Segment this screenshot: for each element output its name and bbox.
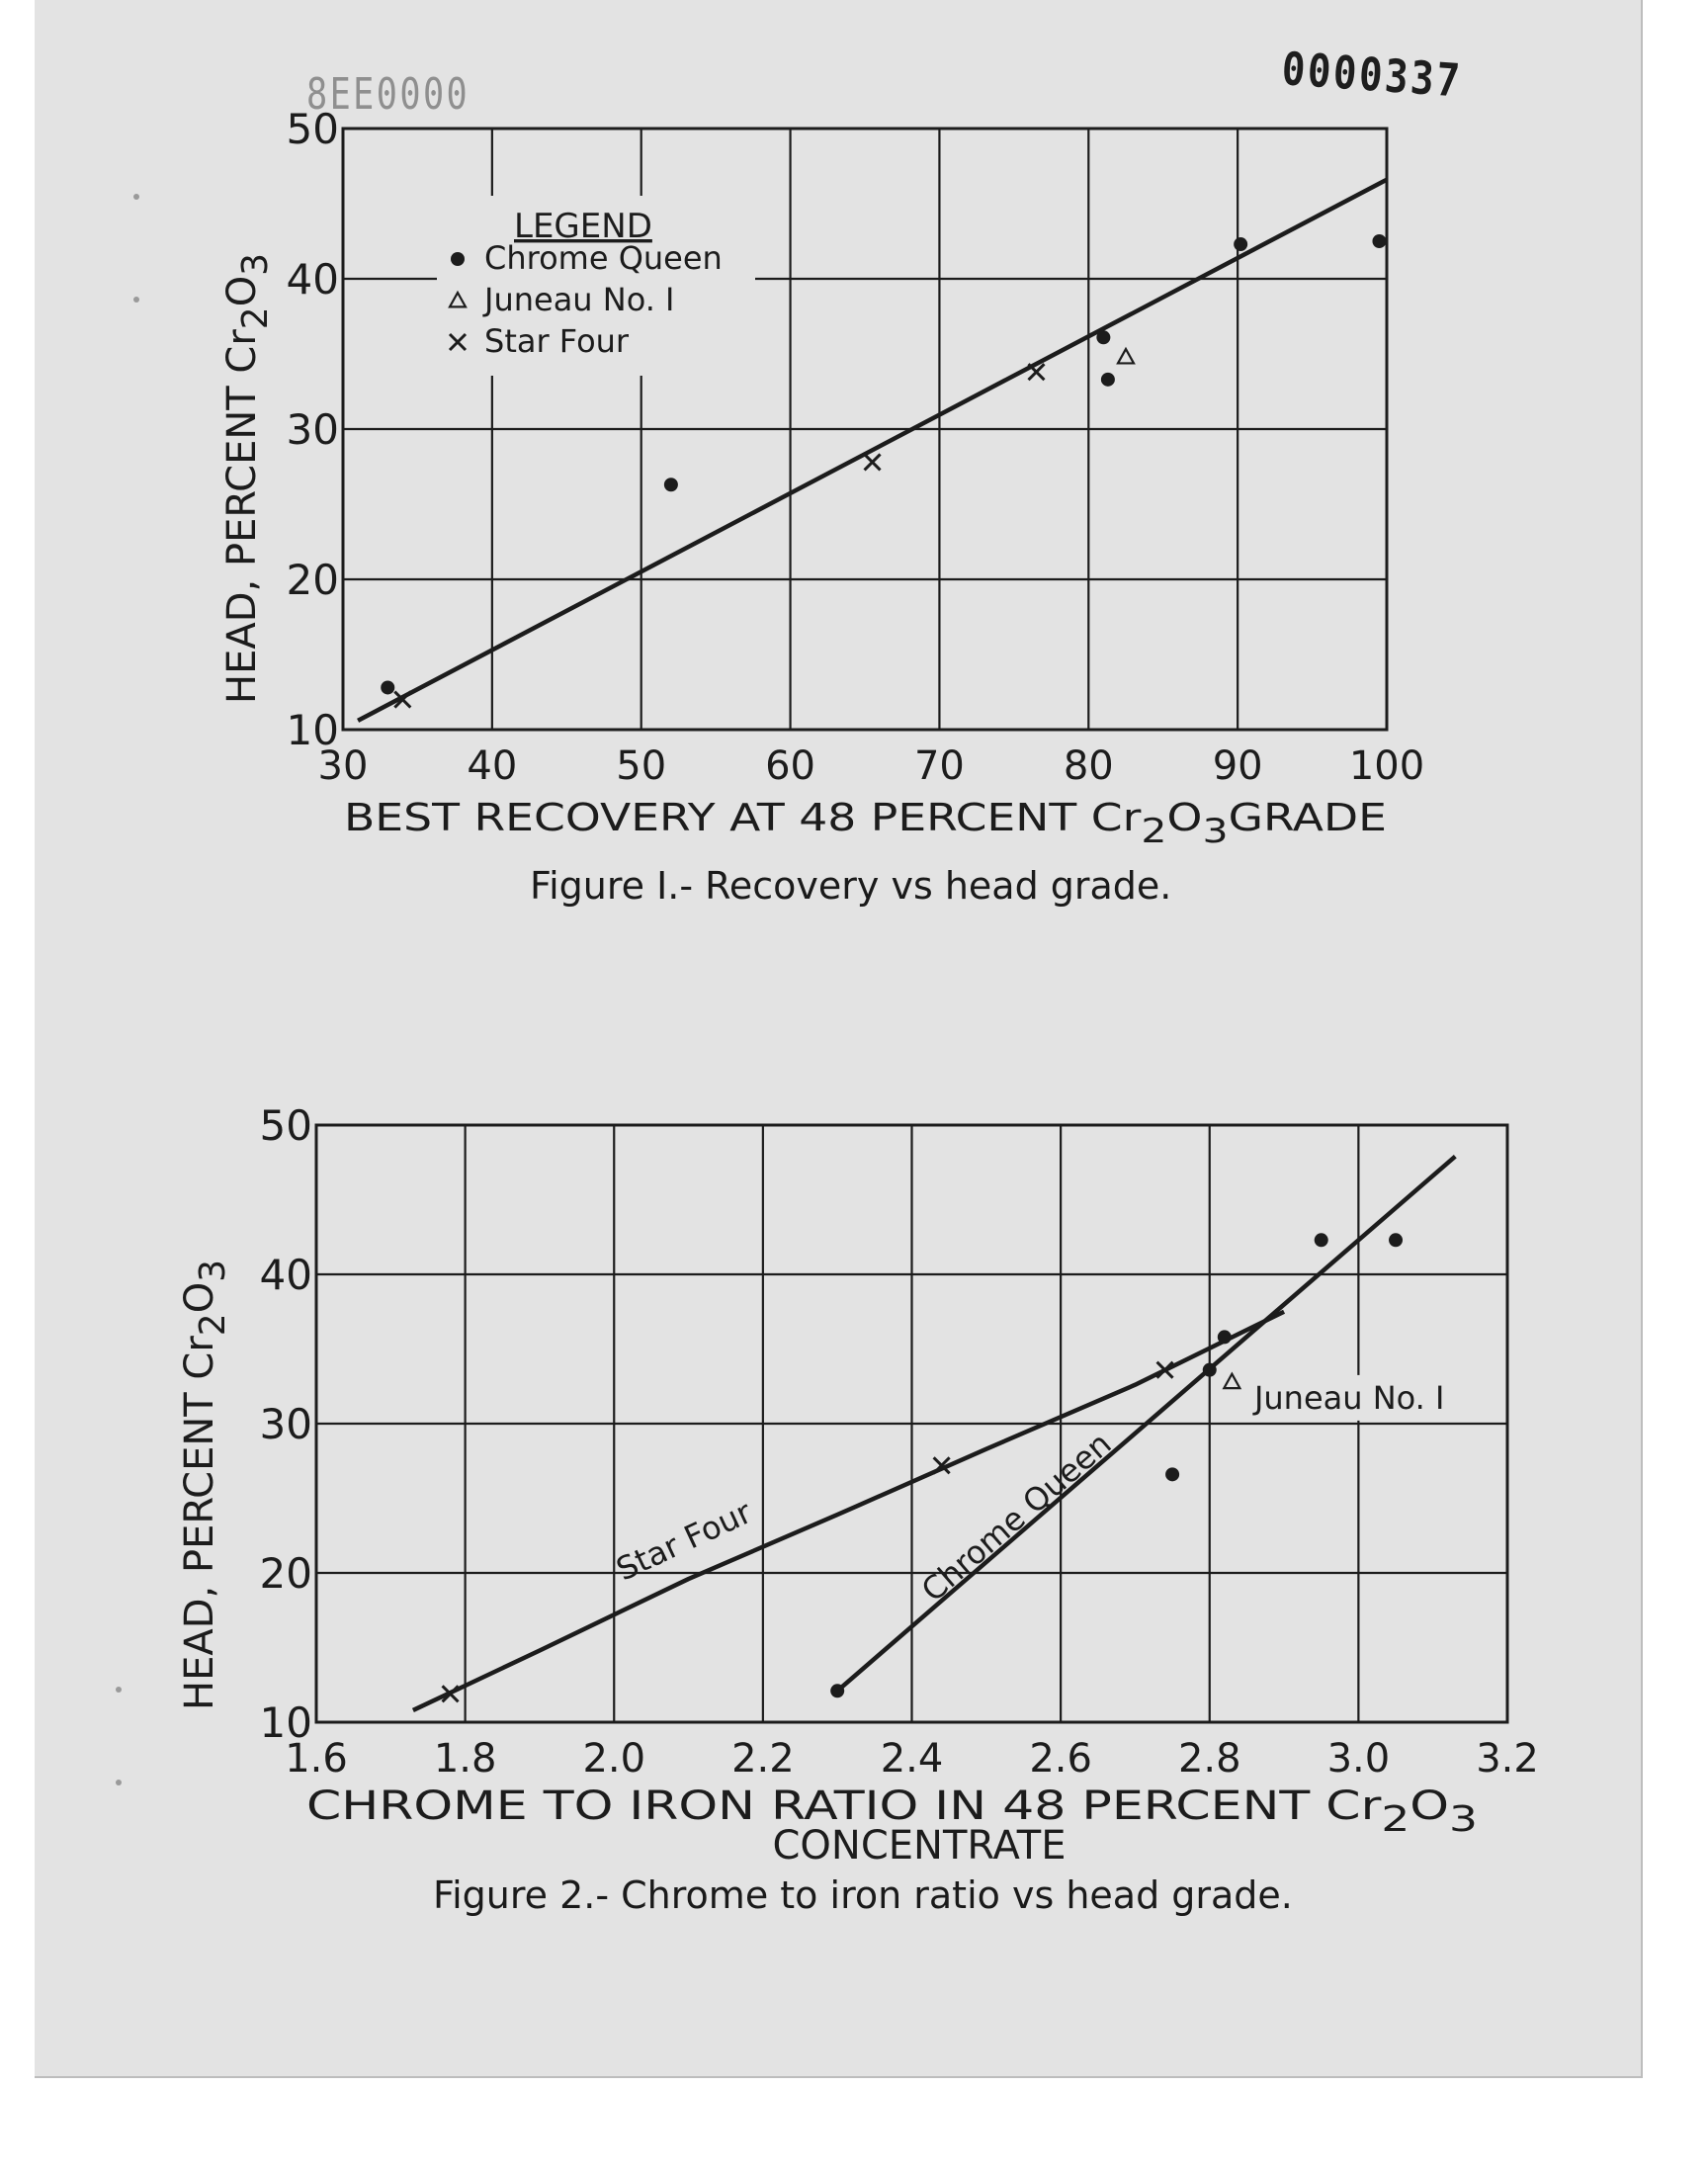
page-stamp-faint: 8EE0000 xyxy=(306,69,470,120)
x-tick-label: 3.0 xyxy=(1326,1736,1391,1782)
y-tick-label: 50 xyxy=(259,1101,312,1150)
x-tick-label: 2.6 xyxy=(1029,1736,1092,1782)
y-tick-label: 10 xyxy=(286,706,339,754)
series-line-star-four xyxy=(413,1312,1284,1710)
x-tick-label: 70 xyxy=(913,743,965,789)
x-tick-label: 80 xyxy=(1063,743,1114,789)
y-axis-label: HEAD, PERCENT Cr2O3 xyxy=(219,252,276,704)
x-tick-label: 40 xyxy=(467,743,518,789)
legend-title: LEGEND xyxy=(514,207,652,246)
x-tick-label: 1.8 xyxy=(433,1736,497,1782)
x-axis-label: CHROME TO IRON RATIO IN 48 PERCENT Cr 2 O 3 xyxy=(306,1784,1472,1840)
legend-entry-label: Star Four xyxy=(484,322,630,360)
x-tick-label: 2.4 xyxy=(880,1736,944,1782)
x-tick-label: 100 xyxy=(1348,743,1425,789)
y-axis-label: HEAD, PERCENT Cr2O3 xyxy=(177,1259,233,1710)
y-tick-label: 50 xyxy=(286,105,339,153)
x-axis-label-line2: CONCENTRATE xyxy=(772,1823,1067,1869)
x-tick-label: 50 xyxy=(616,743,667,789)
figure-2-plot xyxy=(260,1101,1539,1782)
data-point-chrome-queen xyxy=(830,1684,844,1697)
figure-2-caption: Figure 2.- Chrome to iron ratio vs head grade. xyxy=(433,1873,1293,1917)
y-tick-label: 20 xyxy=(286,556,339,604)
y-tick-label: 30 xyxy=(259,1400,312,1448)
page-stamp-number: 0000337 xyxy=(1280,42,1465,108)
y-tick-label: 10 xyxy=(259,1698,312,1747)
series-label-juneau-no-i: Juneau No. I xyxy=(1253,1378,1445,1417)
data-point-chrome-queen xyxy=(1315,1233,1328,1247)
x-tick-label: 30 xyxy=(317,743,369,789)
figure-1-caption: Figure I.- Recovery vs head grade. xyxy=(530,864,1172,908)
x-axis-label: BEST RECOVERY AT 48 PERCENT Cr 2 O 3 GRADE xyxy=(344,796,1361,851)
data-point-chrome-queen xyxy=(1165,1467,1179,1481)
x-tick-label: 90 xyxy=(1212,743,1263,789)
x-tick-label: 3.2 xyxy=(1476,1736,1539,1782)
data-point-chrome-queen xyxy=(1203,1363,1217,1377)
legend-entry-label: Juneau No. I xyxy=(484,281,675,318)
x-tick-label: 2.2 xyxy=(731,1736,795,1782)
y-tick-label: 40 xyxy=(286,255,339,304)
y-tick-label: 30 xyxy=(286,405,339,454)
series-label-chrome-queen: Chrome Queen xyxy=(913,1425,1119,1610)
legend-entry-label: Chrome Queen xyxy=(484,239,723,277)
data-point-chrome-queen xyxy=(1389,1233,1403,1247)
y-tick-label: 20 xyxy=(259,1549,312,1598)
x-tick-label: 2.8 xyxy=(1177,1736,1241,1782)
series-label-star-four: Star Four xyxy=(610,1493,758,1589)
y-tick-label: 40 xyxy=(259,1251,312,1299)
x-tick-label: 1.6 xyxy=(285,1736,348,1782)
data-point-chrome-queen xyxy=(1218,1330,1232,1344)
x-tick-label: 60 xyxy=(765,743,816,789)
data-point-juneau-no-i xyxy=(1224,1374,1239,1388)
x-tick-label: 2.0 xyxy=(582,1736,646,1782)
